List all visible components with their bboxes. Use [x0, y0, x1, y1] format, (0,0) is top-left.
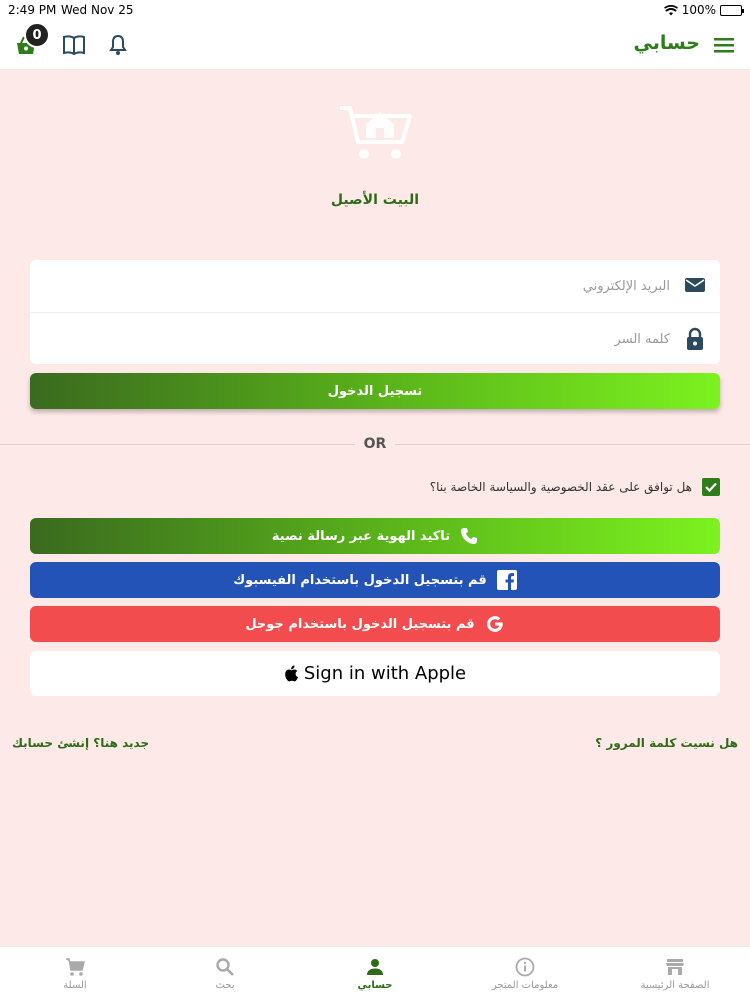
nav-search-label: بحث: [215, 979, 235, 991]
bell-icon[interactable]: [108, 34, 128, 56]
wifi-icon: [664, 5, 678, 16]
search-icon: [215, 957, 235, 977]
phone-icon: [460, 527, 478, 545]
login-form: [30, 260, 720, 364]
menu-icon[interactable]: [714, 37, 734, 53]
login-button-label: تسجيل الدخول: [327, 383, 423, 399]
status-date: Wed Nov 25: [61, 3, 134, 17]
consent-checkbox[interactable]: [702, 478, 720, 496]
nav-cart-label: السلة: [63, 979, 87, 991]
create-account-link[interactable]: جديد هنا؟ إنشئ حسابك: [12, 736, 150, 750]
brand-name: البيت الأصيل: [330, 192, 420, 208]
cart-button[interactable]: [14, 27, 42, 58]
mail-icon: [684, 274, 706, 296]
status-bar: [0, 0, 750, 20]
status-right: [664, 3, 742, 17]
sms-verify-label: تاكيد الهوية عبر رسالة نصية: [271, 528, 451, 544]
check-icon: [704, 480, 718, 494]
store-logo-icon: [336, 96, 416, 168]
nav-store-info[interactable]: [450, 947, 600, 1000]
nav-store-info-label: معلومات المتجر: [491, 979, 559, 991]
nav-search[interactable]: [150, 947, 300, 1000]
status-time: 2:49 PM: [8, 3, 57, 17]
consent-text: هل توافق على عقد الخصوصية والسياسة الخاصة بنا؟: [429, 480, 692, 494]
apple-icon: [284, 665, 298, 682]
info-icon: [515, 957, 535, 977]
book-icon[interactable]: [62, 34, 86, 56]
nav-account[interactable]: [300, 947, 450, 1000]
google-login-label: قم بتسجيل الدخول باستخدام جوجل: [245, 616, 475, 632]
or-label: OR: [355, 436, 395, 452]
nav-home[interactable]: [600, 947, 750, 1000]
cart-icon: [65, 957, 85, 977]
cart-count-badge: 0: [24, 22, 50, 48]
facebook-icon: [497, 570, 517, 590]
nav-account-label: حسابي: [357, 979, 393, 991]
forgot-password-link[interactable]: هل نسيت كلمة المرور ؟: [595, 736, 738, 750]
facebook-login-label: قم بتسجيل الدخول باستخدام الفيسبوك: [233, 572, 487, 588]
apple-signin-button[interactable]: [30, 651, 720, 696]
email-input[interactable]: [270, 270, 670, 302]
top-app-bar: [0, 20, 750, 70]
google-login-button[interactable]: [30, 606, 720, 642]
battery-percent: 100%: [681, 3, 716, 17]
page-title: حسابي: [633, 32, 700, 54]
login-button[interactable]: [30, 373, 720, 409]
consent-row: [430, 478, 720, 496]
password-input[interactable]: [270, 323, 670, 355]
bottom-navigation: [0, 946, 750, 1000]
sms-verify-button[interactable]: [30, 518, 720, 554]
google-icon: [485, 614, 505, 634]
facebook-login-button[interactable]: [30, 562, 720, 598]
password-field-row: [30, 312, 720, 364]
person-icon: [365, 957, 385, 977]
nav-cart[interactable]: [0, 947, 150, 1000]
battery-icon: [720, 5, 742, 16]
store-icon: [665, 957, 685, 977]
apple-signin-label: Sign in with Apple: [303, 663, 467, 684]
lock-icon: [684, 327, 706, 351]
email-field-row: [30, 260, 720, 312]
nav-home-label: الصفحة الرئيسية: [640, 979, 710, 991]
